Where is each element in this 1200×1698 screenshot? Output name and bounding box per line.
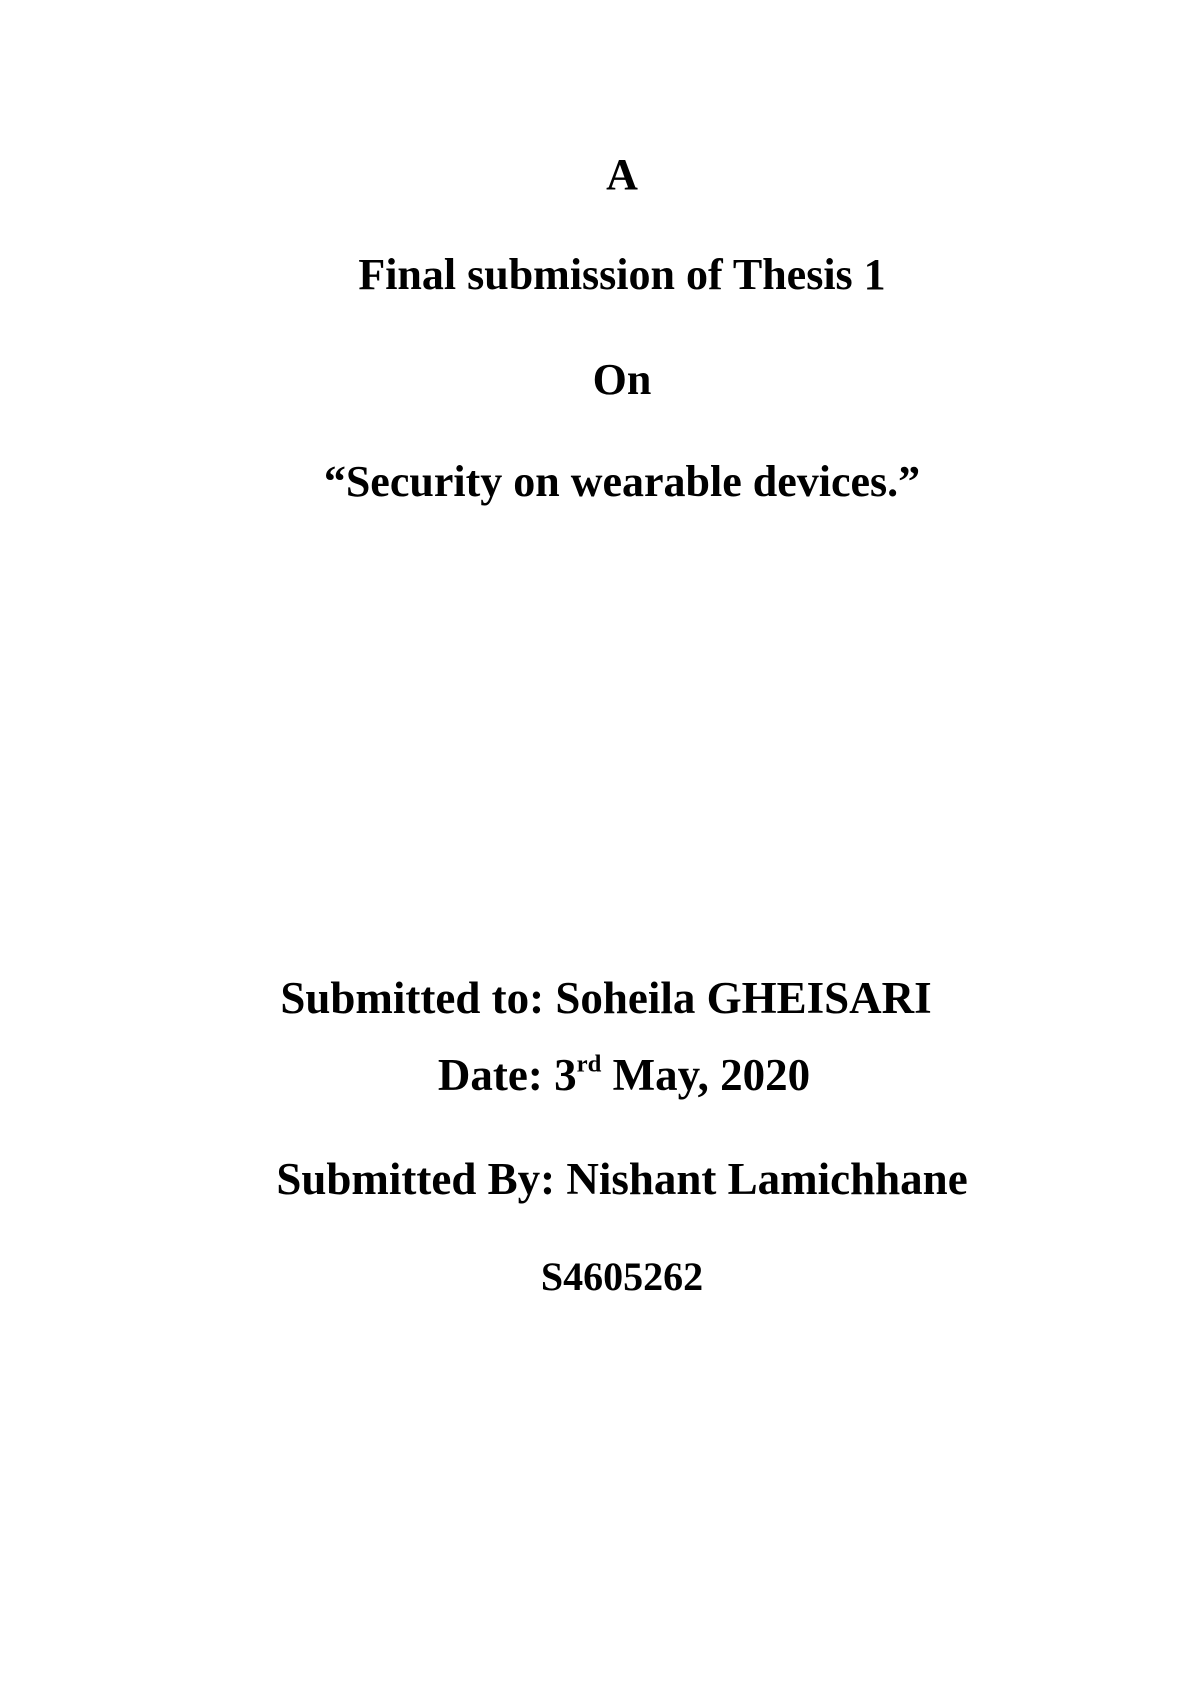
date-ordinal-suffix: rd xyxy=(576,1050,602,1078)
thesis-topic: “Security on wearable devices.” xyxy=(323,457,921,506)
cover-connector: On xyxy=(592,355,652,404)
submitted-to: Submitted to: Soheila GHEISARI xyxy=(280,973,932,1023)
submission-date xyxy=(24,1050,1200,1100)
date-rest: May, 2020 xyxy=(601,1050,811,1100)
cover-heading: Final submission of Thesis 1 xyxy=(358,250,886,299)
date-prefix: Date: 3 xyxy=(437,1050,577,1100)
cover-article: A xyxy=(606,150,638,199)
student-id: S4605262 xyxy=(540,1254,704,1299)
submitted-by: Submitted By: Nishant Lamichhane xyxy=(276,1154,968,1204)
